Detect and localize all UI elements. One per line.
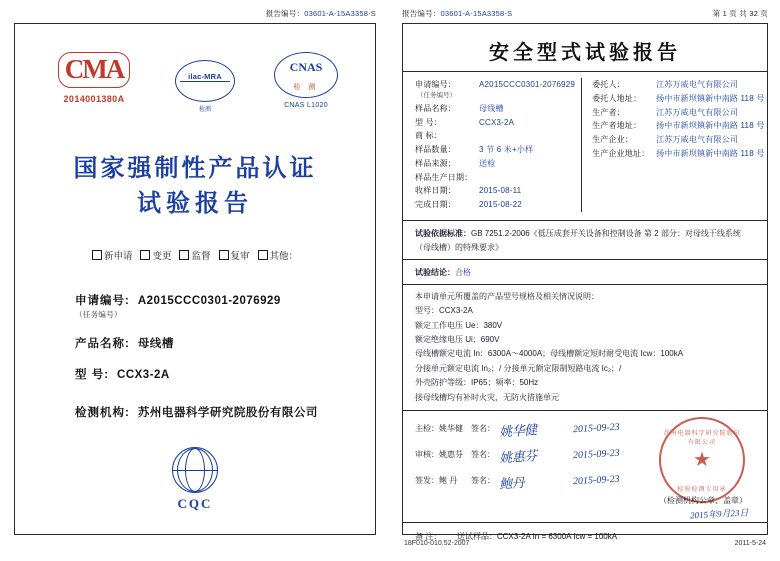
checkbox-box-icon[interactable] (219, 250, 229, 260)
signature-handwriting: 姚惠芬 (498, 447, 538, 466)
spec-item: 接母线槽均有补时火灾，无防火措施单元 (415, 392, 559, 402)
application-type-checkboxes (33, 248, 357, 262)
cnas-oval-icon (274, 52, 338, 98)
info-manufacturer (592, 106, 764, 120)
info-key: 生产企业地址： (592, 148, 650, 158)
field-label: 产品名称: (75, 337, 130, 350)
signature-date: 2015-09-23 (572, 421, 620, 435)
info-value: 2015-08-22 (479, 200, 522, 210)
cqc-label: CQC (177, 496, 213, 512)
spec-item: 外壳防护等级：IP65；频率：50Hz (415, 378, 539, 388)
cnas-code: CNAS L1020 (284, 102, 328, 109)
cma-mark-icon: CMA (58, 52, 130, 88)
checkbox-other[interactable] (258, 248, 299, 262)
official-stamp-icon (659, 417, 745, 503)
stamp-arc-top-text: 苏州电器科学研究院股份有限公司 (663, 431, 741, 447)
report-info-block (403, 72, 767, 221)
info-sample-production-date (415, 171, 575, 185)
field-value: CCX3-2A (117, 369, 170, 382)
test-standard-value: GB 7251.2-2006《低压成套开关设备和控制设备 第 2 部分：对母线干线系统（母线槽）的特殊要求》 (415, 228, 741, 252)
signature-handwriting: 鲍丹 (498, 474, 525, 492)
signature-label: 签名： (471, 475, 495, 485)
right-report-number-label: 报告编号： (402, 9, 441, 18)
checkbox-label: 复审 (230, 250, 250, 262)
info-key: 生产者： (592, 107, 625, 117)
certificate-title-line2: 试验报告 (137, 190, 253, 217)
spec-item: 母线槽额定电流 In：6300A～4000A；母线槽额定短时耐受电流 Icw：100kA (415, 349, 684, 359)
info-value: 扬中市新坝镇新中南路 118 号 (656, 148, 765, 158)
field-label: 检测机构: (75, 406, 130, 419)
info-value: 扬中市新坝镇新中南路 118 号 (656, 121, 765, 131)
info-value: 江苏万威电气有限公司 (656, 80, 739, 89)
spec-item: 分接单元额定电流 In₂；/ 分接单元额定限制短路电流 Ic₂；/ (415, 363, 622, 373)
conclusion-label: 试验结论： (415, 267, 455, 277)
info-application-number-note: （任务编号） (417, 91, 456, 99)
ilac-label: ilac-MRA (188, 72, 222, 81)
accreditation-logos (33, 52, 357, 130)
info-production-company-address (592, 147, 764, 161)
info-sample-name (415, 102, 575, 116)
remark-value: 送试样品：CCX3-2A In = 6300A Icw = 100kA (457, 532, 618, 542)
info-client-address (592, 92, 764, 106)
field-value: A2015CCC0301-2076929 (137, 294, 281, 307)
page-indicator: 第 1 页 共 32 页 (712, 9, 768, 18)
field-value: 苏州电器科学研究院股份有限公司 (137, 406, 318, 419)
signature-role: 签发：鲍 丹 (415, 475, 458, 485)
stamp-arc-bottom-text: 检验检测专用章 (677, 487, 727, 494)
report-page-right (390, 0, 780, 561)
info-sample-source (415, 157, 575, 171)
signature-label: 签名： (471, 449, 495, 459)
certificate-title (33, 152, 357, 222)
checkbox-change[interactable] (140, 248, 171, 262)
info-key: 申请编号： (415, 80, 456, 89)
right-report-number-value: 03601-A-15A3358-S (440, 9, 513, 18)
checkbox-label: 其他： (269, 250, 299, 262)
signature-role: 主检：姚华健 (415, 423, 463, 433)
star-icon: ★ (693, 449, 711, 472)
info-key: 样品数量： (415, 145, 456, 155)
info-key: 型 号： (415, 117, 443, 127)
info-key: 收样日期： (415, 186, 456, 196)
info-key: 样品名称： (415, 103, 456, 113)
info-key: 委托人： (592, 80, 625, 89)
globe-icon (172, 447, 218, 493)
info-key: 委托人地址： (592, 93, 642, 103)
cma-logo (46, 52, 142, 104)
cnas-logo (268, 52, 344, 109)
certificate-fields (33, 296, 357, 420)
certificate-title-line1: 国家强制性产品认证 (73, 156, 317, 182)
signature-label: 签名： (471, 423, 495, 433)
remark-section (403, 523, 767, 550)
info-value: 送检 (479, 158, 496, 168)
info-model (415, 116, 575, 130)
info-key: 完成日期： (415, 200, 456, 210)
spec-item: 额定工作电压 Ue：380V (415, 320, 503, 330)
info-value: 江苏万威电气有限公司 (656, 107, 739, 117)
cnas-word: CNAS (289, 60, 323, 74)
spec-header: 本申请单元所覆盖的产品型号规格及相关情况说明： (415, 291, 599, 301)
left-report-number-row (14, 8, 376, 19)
cqc-logo (33, 447, 357, 512)
field-application-number-note: （任务编号） (75, 310, 122, 320)
report-info-right-column (582, 78, 764, 212)
info-key: 样品生产日期： (415, 172, 473, 182)
report-info-left-column (415, 78, 582, 212)
field-application-number (75, 296, 357, 308)
info-key: 生产企业： (592, 135, 634, 144)
specification-section (403, 285, 767, 411)
info-manufacturer-address (592, 119, 764, 133)
ilac-ring-icon (175, 60, 235, 102)
info-value: 3 节 6 米+小样 (479, 145, 534, 155)
signature-handwriting: 姚华健 (498, 421, 538, 440)
field-label: 申请编号: (75, 294, 130, 307)
checkbox-label: 监督 (191, 250, 211, 262)
signature-section (403, 411, 767, 523)
report-frame (402, 23, 768, 542)
certificate-frame (14, 23, 376, 535)
test-standard-section (403, 221, 767, 260)
checkbox-new-application[interactable] (92, 248, 133, 262)
info-production-company (592, 133, 764, 147)
info-key: 商 标： (415, 131, 443, 141)
ilac-sublabel: 检测 (198, 107, 211, 113)
info-value: 扬中市新坝镇新中南路 118 号 (656, 93, 765, 103)
info-trademark (415, 129, 575, 143)
checkbox-label: 变更 (152, 250, 172, 262)
globe-equator-icon (173, 470, 217, 471)
info-complete-date (415, 198, 575, 212)
signature-date: 2015-09-23 (572, 447, 620, 461)
signature-date: 2015-09-23 (572, 473, 620, 487)
conclusion-section (403, 260, 767, 285)
info-value: 2015-08-11 (479, 186, 522, 196)
conclusion-value: 合格 (455, 267, 471, 277)
info-sample-quantity (415, 143, 575, 157)
test-standard-label: 试验依据标准： (415, 228, 471, 238)
ilac-mra-logo (168, 52, 242, 113)
cma-number: 2014001380A (63, 94, 125, 104)
checkbox-review[interactable] (219, 248, 250, 262)
checkbox-box-icon[interactable] (92, 250, 102, 260)
remark-label: 备 注： (415, 532, 442, 542)
stamp-date: 2015年9月23日 (690, 507, 750, 521)
left-report-number-value: 03601-A-15A3358-S (304, 9, 376, 18)
info-key: 生产者地址： (592, 121, 642, 131)
info-value: A2015CCC0301-2076929 (479, 80, 576, 89)
footer-form-code: 18F010-010.52-2007 (404, 540, 470, 547)
field-model (75, 370, 357, 382)
report-title: 安全型式试验报告 (403, 32, 767, 72)
checkbox-box-icon[interactable] (140, 250, 150, 260)
footer-date: 2011-5-24 (734, 540, 766, 547)
info-value: 江苏万威电气有限公司 (656, 135, 739, 144)
stamp-caption: （检测机构公章、盖章） (659, 496, 747, 506)
info-client (592, 78, 764, 92)
signature-role: 审核：姚惠芬 (415, 449, 463, 459)
checkbox-label: 新申请 (103, 250, 133, 262)
checkbox-box-icon[interactable] (179, 250, 189, 260)
left-report-number-label: 报告编号： (265, 9, 305, 18)
checkbox-supervision[interactable] (179, 248, 210, 262)
field-testing-organization (75, 408, 357, 420)
spec-item: 额定绝缘电压 Ui：690V (415, 335, 500, 345)
spec-item: 型号：CCX3-2A (415, 306, 473, 316)
cnas-cn-label: 检 测 (293, 84, 319, 91)
field-value: 母线槽 (137, 337, 174, 350)
right-header-row (402, 8, 768, 19)
info-key: 样品来源： (415, 158, 456, 168)
info-receive-date (415, 184, 575, 198)
info-value: 母线槽 (479, 103, 504, 113)
checkbox-box-icon[interactable] (258, 250, 268, 260)
field-label: 型 号: (75, 369, 110, 382)
info-value: CCX3-2A (479, 117, 515, 127)
field-product-name (75, 339, 357, 351)
